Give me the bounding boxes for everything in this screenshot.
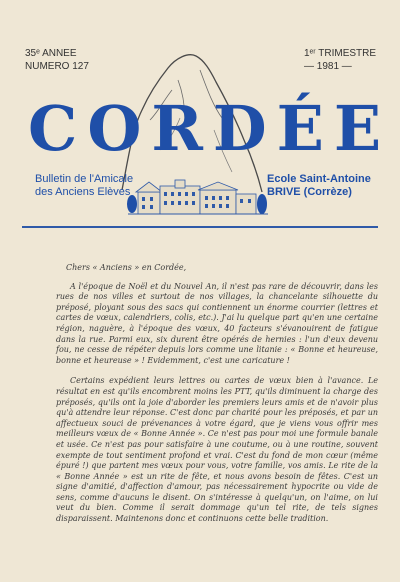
subtitle-right-line1: Ecole Saint-Antoine	[267, 173, 371, 185]
subtitle-right-line2: BRIVE (Corrèze)	[267, 186, 352, 198]
issue-info	[25, 47, 89, 73]
issue-number: NUMERO 127	[25, 61, 89, 72]
subtitle-left-line2: des Anciens Elèves	[35, 186, 131, 198]
letter-greeting: Chers « Anciens » en Cordée,	[66, 263, 187, 272]
header-divider	[22, 226, 378, 228]
masthead-title: CORDÉE	[28, 92, 392, 165]
year-label: 35ᵉ ANNEE	[25, 48, 77, 59]
letter-paragraph: A l'époque de Noël et du Nouvel An, il n'est pas rare de découvrir, dans les rues de nos villes et surtout de nos villages, la chancelante silhouette du préposé, ployant sous des sacs qui contiennent un énorme courrier (lettres et cartes de vœux, calendriers, colis, etc.). J'ai lu quelque part qu'en une certaine région, naguère, à l'époque des vœux, 40 facteurs s'évanouirent de fatigue dans la rue. Parmi eux, six durent être opérés de hernies : l'un d'eux devenu fou, ne cesse de répéter depuis lors comme une litanie : « Bonne et heureuse, bonne et heureuse » ! Evidemment, c'est une caricature !	[56, 281, 378, 365]
year-label-right: — 1981 —	[304, 61, 352, 72]
editorial-letter	[56, 263, 378, 535]
issue-date	[304, 47, 376, 73]
letter-paragraph: Certains expédient leurs lettres ou cartes de vœux bien à l'avance. Le résultat en est qu'ils encombrent moins les PTT, qu'ils diminuent la charge des préposés, qu'ils ont la joie d'aborder les premiers leurs amis et de n'avoir plus qu'à attendre leur réponse. C'est donc par charité pour les préposés, et par un affectueux souci de prévenances à votre égard, que je viens vous offrir mes meilleurs vœux de « Bonne Année ». Ce n'est pas pour moi une formule banale et usée. Ce n'est pas pour satisfaire à une coutume, ou à une routine, souvent exempte de tout sentiment profond et vrai. C'est du fond de mon cœur (même épuré !) que partent mes vœux pour vous, votre famille, vos amis. Le rite de la « Bonne Année » est un rite de fête, et nous avons besoin de fêtes. C'est un signe d'amitié, d'affection d'amour, pas nécessairement hypocrite ou vide de sens, comme d'aucuns le disent. On s'intéresse à quelqu'un, on l'aime, on lui veut du bien. Comme il serait dommage qu'un tel rite, de tels signes disparaissent. Maintenons donc et continuons cette belle tradition.	[56, 376, 378, 524]
subtitle-left-line1: Bulletin de l'Amicale	[35, 173, 134, 185]
masthead-subtitle-right	[267, 173, 371, 199]
masthead-subtitle-left	[35, 173, 133, 199]
quarter-label: 1ᵉʳ TRIMESTRE	[304, 48, 377, 59]
